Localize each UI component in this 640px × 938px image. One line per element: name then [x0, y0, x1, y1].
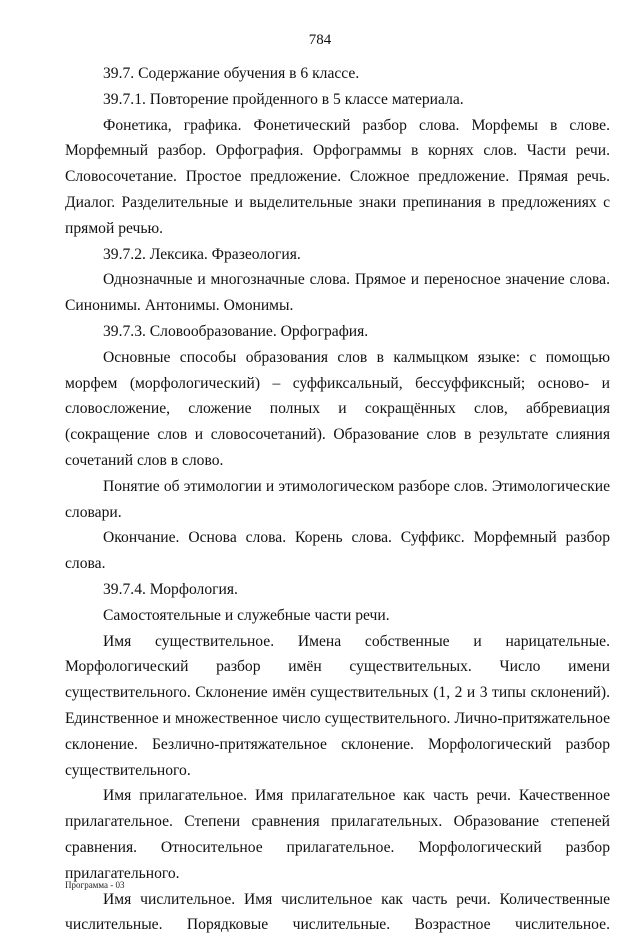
subsection-heading-39-7-3: 39.7.3. Словообразование. Орфография.	[65, 319, 610, 345]
paragraph-parts-of-speech: Самостоятельные и служебные части речи.	[65, 603, 610, 629]
paragraph-etymology: Понятие об этимологии и этимологическом разборе слов. Этимологические словари.	[65, 474, 610, 526]
paragraph-morphemes: Окончание. Основа слова. Корень слова. Суффикс. Морфемный разбор слова.	[65, 525, 610, 577]
page-number: 784	[0, 32, 640, 49]
subsection-heading-39-7-4: 39.7.4. Морфология.	[65, 577, 610, 603]
footer-program-label: Программа - 03	[65, 880, 125, 890]
paragraph-numeral: Имя числительное. Имя числительное как часть речи. Количественные числительные. Порядковые числительные. Возрастное числительное.	[65, 887, 610, 938]
paragraph-adjective: Имя прилагательное. Имя прилагательное как часть речи. Качественное прилагательное. Степени сравнения прилагательных. Образование степеней сравнения. Относительное прилагательное. Морфологический разбор прилагательного.	[65, 783, 610, 886]
paragraph-lexicon: Однозначные и многозначные слова. Прямое и переносное значение слова. Синонимы. Антонимы. Омонимы.	[65, 267, 610, 319]
paragraph-noun: Имя существительное. Имена собственные и нарицательные. Морфологический разбор имён существительных. Число имени существительного. Склонение имён существительных (1, 2 и 3 типы склонений). Единственное и множественное число существительного. Лично-притяжательное склонение. Безлично-притяжательное склонение. Морфологический разбор существительного.	[65, 629, 610, 784]
paragraph-phonetics: Фонетика, графика. Фонетический разбор слова. Морфемы в слове. Морфемный разбор. Орфография. Орфограммы в корнях слов. Части речи. Словосочетание. Простое предложение. Сложное предложение. Прямая речь. Диалог. Разделительные и выделительные знаки препинания в предложениях с прямой речью.	[65, 113, 610, 242]
subsection-heading-39-7-1: 39.7.1. Повторение пройденного в 5 классе материала.	[65, 87, 610, 113]
document-body	[65, 61, 610, 938]
paragraph-word-formation: Основные способы образования слов в калмыцком языке: с помощью морфем (морфологический) – суффиксальный, бессуффиксный; осново- и словосложение, сложение полных и сокращённых слов, аббревиация (сокращение слов и словосочетаний). Образование слов в результате слияния сочетаний слов в слово.	[65, 345, 610, 474]
section-heading-39-7: 39.7. Содержание обучения в 6 классе.	[65, 61, 610, 87]
subsection-heading-39-7-2: 39.7.2. Лексика. Фразеология.	[65, 242, 610, 268]
